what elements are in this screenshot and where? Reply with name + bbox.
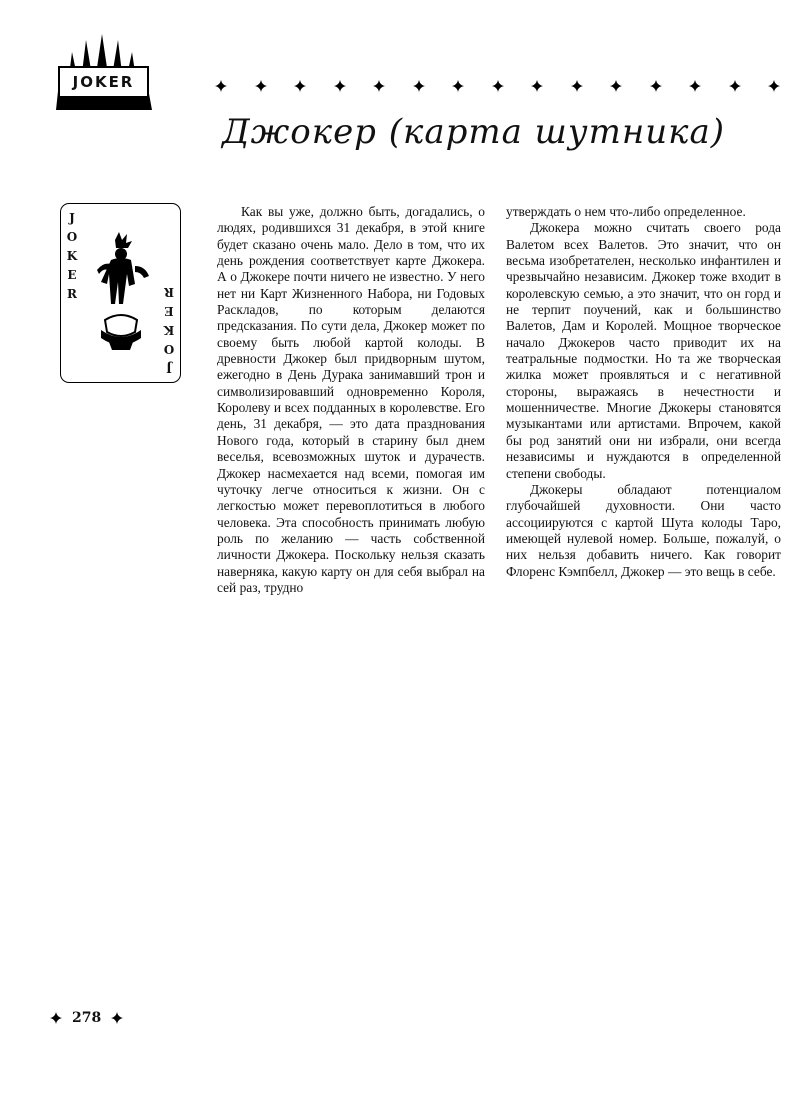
body-paragraph-continued: утверждать о нем что-либо определенное. — [506, 204, 746, 219]
diamond-icon — [610, 80, 622, 92]
card-corner-letter: O — [163, 342, 175, 356]
jester-icon — [85, 230, 157, 358]
diamond-icon — [571, 80, 583, 92]
diamond-icon — [373, 80, 385, 92]
card-corner-letter: E — [164, 304, 174, 318]
card-corner-letter: E — [67, 268, 77, 282]
diamond-icon — [452, 80, 464, 92]
diamond-icon — [650, 80, 662, 92]
diamond-icon — [531, 80, 543, 92]
card-corner-letter: K — [163, 323, 175, 337]
diamond-icon — [492, 80, 504, 92]
diamond-icon — [255, 80, 267, 92]
card-corner-letter: J — [166, 361, 172, 375]
diamond-icon — [413, 80, 425, 92]
body-paragraph: Как вы уже, должно быть, догадались, о людях, родившихся 31 декабря, в этой книге будет сказано очень мало. Дело в том, что их день рождения соответствует карте Джокера. А о Джокере почти ничего не известно. У него нет ни Карт Жизненного Набора, ни Годовых Раскладов, по которым делаются предсказания. По сути дела, Джокер может по своему быть любой картой колоды. В древности Джокер был придворным шутом, ежегодно в День Дурака занимавший трон и символизировавший одновременно Короля, Королеву и всех подданных в королевстве. Его день, 31 декабря, — это дата празднования Нового года, который в старину был днем веселья, всевозможных шуток и дурачеств. Джокер насмехается над всеми, помогая им чуточку легче относиться к жизни. Он с легкостью может перевоплотиться в любого человека. Эта способность принимать любую роль по желанию — часть собственной личности Джокера. Поскольку нельзя сказать наверняка, какую карту он для себя выбрал на сей раз, трудно — [217, 204, 485, 595]
joker-card-illustration — [60, 203, 181, 383]
diamond-icon — [334, 80, 346, 92]
card-corner-bottom — [162, 282, 176, 377]
page-number: 278 — [72, 1010, 102, 1026]
page-title: Джокер (карта шутника) — [222, 112, 725, 152]
body-paragraph: Джокера можно считать своего рода Валетом всех Валетов. Это значит, что он весьма изобретателен, несколько инфантилен и чрезвычайно независим. Джокер тоже входит в королевскую семью, а это значит, что он горд и не терпит поучений, как и большинство Валетов, Дам и Королей. Мощное творческое начало Джокеров часто приводит их на театральные подмостки. Но та же творческая жилка может проявляться и с негативной стороны, выражаясь в нечестности и мошенничестве. Многие Джокеры становятся музыкантами или артистами. Впрочем, какой бы род занятий они ни избрали, они всегда независимы и нуждаются в определенной степени свободы. — [506, 220, 781, 481]
diamond-icon — [768, 80, 780, 92]
text-column-left — [217, 204, 485, 596]
diamond-icon — [215, 80, 227, 92]
card-corner-letter: R — [164, 285, 174, 299]
diamond-icon — [294, 80, 306, 92]
badge-label: JOKER — [72, 73, 135, 91]
diamond-icon — [689, 80, 701, 92]
diamond-ornament-row — [215, 80, 780, 94]
card-corner-letter: O — [66, 230, 78, 244]
text-column-right — [506, 204, 781, 580]
diamond-icon — [111, 1012, 123, 1024]
card-corner-letter: R — [67, 287, 77, 301]
card-corner-letter: K — [66, 249, 78, 263]
page-footer — [50, 1007, 123, 1029]
card-corner-top — [65, 209, 79, 304]
diamond-icon — [729, 80, 741, 92]
diamond-icon — [50, 1012, 62, 1024]
card-corner-letter: J — [69, 211, 75, 225]
body-paragraph: Джокеры обладают потенциалом глубочайшей духовности. Они часто ассоциируются с картой Шута колоды Таро, имеющей нулевой номер. Больше, пожалуй, о них нельзя добавить ничего. Как говорит Флоренс Кэмпбелл, Джокер — это вещь в себе. — [506, 481, 781, 579]
